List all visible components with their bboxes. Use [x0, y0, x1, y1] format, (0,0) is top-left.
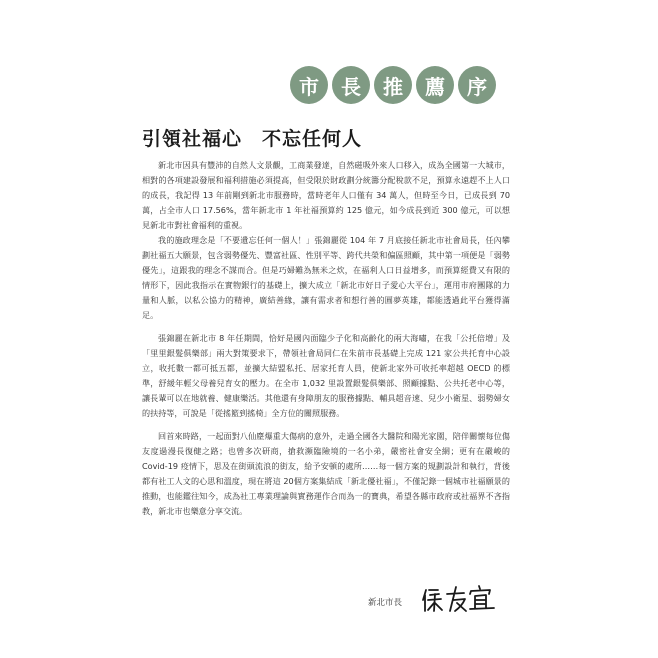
section-title-char: 推: [374, 66, 412, 104]
signature-block: [360, 584, 510, 616]
headline: 引領社福心 不忘任何人: [142, 128, 363, 150]
signer-title: 新北市長: [368, 598, 403, 608]
handwritten-signature: [420, 584, 496, 614]
paragraph: 新北市因具有豐沛的自然人文景觀，工商業發達，自然磁吸外來人口移入，成為全國第一大城市，相對的各項建設發展和福利措施必須提高，但受限於財政劃分統籌分配稅款不足，預算永遠趕不上人口的成長，我記得 13 年前剛到新北市服務時，當時老年人口僅有 34 萬人，但時至今日，已成長到 70 萬，占全市人口 17.56%，當年新北市 1 年社福預算約 125 億元，如今成長到近 300 億元，可以想見新北市對社會福利的重視。: [142, 160, 510, 230]
body-text: [142, 158, 510, 519]
paragraph: 張錦麗在新北市 8 年任期間，恰好是國內面臨少子化和高齡化的兩大海嘯，在我「公托倍增」及「里里銀髮俱樂部」兩大對策要求下，帶領社會局同仁在朱前市長基礎上完成 121 家公共托育中心設立，收托數一都可抵五都，並擴大結盟私托、居家托育人員，使新北家外可收托率超越 OECD 的標準，舒緩年輕父母養兒育女的壓力。在全市 1,032 里設置銀髮俱樂部、照顧據點、公共托老中心等，讓長輩可以在地就養、健康樂活。其他還有身障朋友的服務據點、輔具超音速、兒少小衛星、弱勢婦女的扶持等，可說是「從搖籃到搖椅」全方位的關照服務。: [142, 333, 510, 418]
section-title-char: 市: [290, 66, 328, 104]
section-title-char: 序: [458, 66, 496, 104]
section-title-char: 長: [332, 66, 370, 104]
section-title-badges: [290, 66, 496, 104]
paragraph: 我的施政理念是「不要遺忘任何一個人！」張錦麗從 104 年 7 月底接任新北市社會局長，任內攀劃社福五大願景，包含弱勢優先、豐富社區、性別平等、跨代共榮和偏區照顧，其中第一項便是「弱勢優先」，這跟我的理念不謀而合。但是巧婦難為無米之炊，在福利人口日益增多，而預算經費又有限的情形下，因此我指示在實物銀行的基礎上，擴大成立「新北市好日子愛心大平台」，運用市府團隊的力量和人脈，以私公協力的精神，廣結善緣，讓有需求者和想行善的圓夢英雄，都能透過此平台獲得滿足。: [142, 235, 510, 320]
section-title-char: 薦: [416, 66, 454, 104]
paragraph: 回首來時路，一起面對八仙塵爆重大傷病的意外，走過全國各大醫院和陽光家園，陪伴關懷每位傷友度過漫長復健之路；也曾多次研商，搶救瀕臨險境的一名小弟，嚴密社會安全網；更有在嚴峻的 Covid-19 疫情下，思及在街頭流浪的街友，給予安頓的處所……每一個方案的規劃設計和執行，背後都有社工人文的心思和溫度，現在將這 20個方案集結成「新北優社福」，不僅記錄一個城市社福願景的推動，也能鑑往知今，成為社工專業理論與實務運作合而為一的寶典，希望各縣市政府或社福界不吝指教，新北市也樂意分享交流。: [142, 431, 510, 516]
